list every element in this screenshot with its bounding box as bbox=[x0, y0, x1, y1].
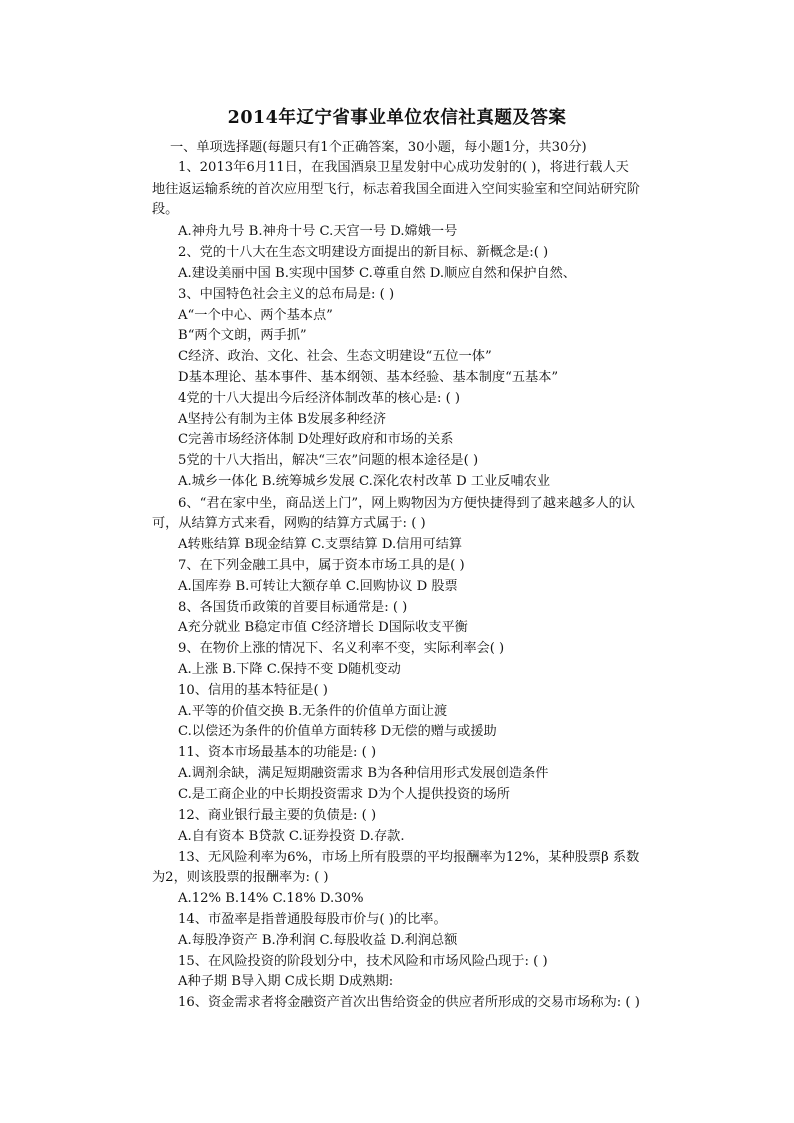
page-title: 2014年辽宁省事业单位农信社真题及答案 bbox=[227, 108, 567, 128]
question-line: 6、“君在家中坐，商品送上门”，网上购物因为方便快捷得到了越来越多人的认 bbox=[178, 496, 636, 511]
question-line: 15、在风险投资的阶段划分中，技术风险和市场风险凸现于: ( ) bbox=[178, 954, 548, 969]
option-line: B“两个文朗，两手抓” bbox=[178, 328, 307, 343]
option-line: A坚持公有制为主体 B发展多种经济 bbox=[178, 412, 387, 427]
question-line: 地往返运输系统的首次应用型飞行，标志着我国全面进入空间实验室和空间站研究阶 bbox=[152, 182, 640, 197]
question-line: 3、中国特色社会主义的总布局是: ( ) bbox=[178, 287, 395, 302]
question-line: 2、党的十八大在生态文明建设方面提出的新目标、新概念是:( ) bbox=[178, 245, 549, 260]
option-line: A.国库券 B.可转让大额存单 C.回购协议 D 股票 bbox=[178, 579, 458, 594]
option-line: A转账结算 B现金结算 C.支票结算 D.信用可结算 bbox=[178, 537, 463, 552]
option-line: A种子期 B导入期 C成长期 D成熟期: bbox=[178, 974, 394, 989]
question-line: 段。 bbox=[152, 202, 179, 217]
section-heading: 一、单项选择题(每题只有1个正确答案，30小题，每小题1分，共30分) bbox=[170, 140, 587, 155]
option-line: D基本理论、基本事件、基本纲领、基本经验、基本制度“五基本” bbox=[178, 370, 559, 385]
question-line: 8、各国货币政策的首要目标通常是: ( ) bbox=[178, 600, 408, 615]
option-line: A.平等的价值交换 B.无条件的价值单方面让渡 bbox=[178, 704, 448, 719]
question-line: 1、2013年6月11日，在我国酒泉卫星发射中心成功发射的( )，将进行载人天 bbox=[178, 160, 629, 175]
question-line: 9、在物价上涨的情况下、名义利率不变，实际利率会( ) bbox=[178, 641, 505, 656]
option-line: A.调剂余缺，满足短期融资需求 B为各种信用形式发展创造条件 bbox=[178, 766, 549, 781]
question-line: 13、无风险利率为6%，市场上所有股票的平均报酬率为12%，某种股票β 系数 bbox=[178, 850, 640, 865]
question-line: 5党的十八大指出，解决“三农”问题的根本途径是( ) bbox=[178, 453, 479, 468]
question-line: 为2，则该股票的报酬率为: ( ) bbox=[152, 870, 329, 885]
question-line: 10、信用的基本特征是( ) bbox=[178, 683, 328, 698]
question-line: 可，从结算方式来看，网购的结算方式属于: ( ) bbox=[152, 516, 426, 531]
option-line: C.以偿还为条件的价值单方面转移 D无偿的赠与或援助 bbox=[178, 724, 497, 739]
option-line: A.神舟九号 B.神舟十号 C.天宫一号 D.嫦娥一号 bbox=[178, 224, 458, 239]
question-line: 12、商业银行最主要的负债是: ( ) bbox=[178, 808, 377, 823]
option-line: A.每股净资产 B.净利润 C.每股收益 D.利润总额 bbox=[178, 933, 458, 948]
option-line: A.城乡一体化 B.统筹城乡发展 C.深化农村改革 D 工业反哺农业 bbox=[178, 474, 551, 489]
question-line: 7、在下列金融工具中，属于资本市场工具的是( ) bbox=[178, 558, 465, 573]
option-line: C经济、政治、文化、社会、生态文明建设“五位一体” bbox=[178, 349, 492, 364]
option-line: A.建设美丽中国 B.实现中国梦 C.尊重自然 D.顺应自然和保护自然、 bbox=[178, 266, 576, 281]
option-line: C完善市场经济体制 D处理好政府和市场的关系 bbox=[178, 432, 454, 447]
option-line: A.自有资本 B贷款 C.证券投资 D.存款. bbox=[178, 829, 405, 844]
option-line: A充分就业 B稳定市值 C经济增长 D国际收支平衡 bbox=[178, 620, 468, 635]
option-line: A.上涨 B.下降 C.保持不变 D随机变动 bbox=[178, 662, 401, 677]
question-line: 11、资本市场最基本的功能是: ( ) bbox=[178, 745, 377, 760]
option-line: C.是工商企业的中长期投资需求 D为个人提供投资的场所 bbox=[178, 787, 510, 802]
option-line: A“一个中心、两个基本点” bbox=[178, 308, 333, 323]
question-line: 4党的十八大提出今后经济体制改革的核心是: ( ) bbox=[178, 391, 461, 406]
question-line: 16、资金需求者将金融资产首次出售给资金的供应者所形成的交易市场称为: ( ) bbox=[178, 995, 640, 1010]
option-line: A.12% B.14% C.18% D.30% bbox=[178, 891, 364, 906]
question-line: 14、市盈率是指普通股每股市价与( )的比率。 bbox=[178, 912, 447, 927]
